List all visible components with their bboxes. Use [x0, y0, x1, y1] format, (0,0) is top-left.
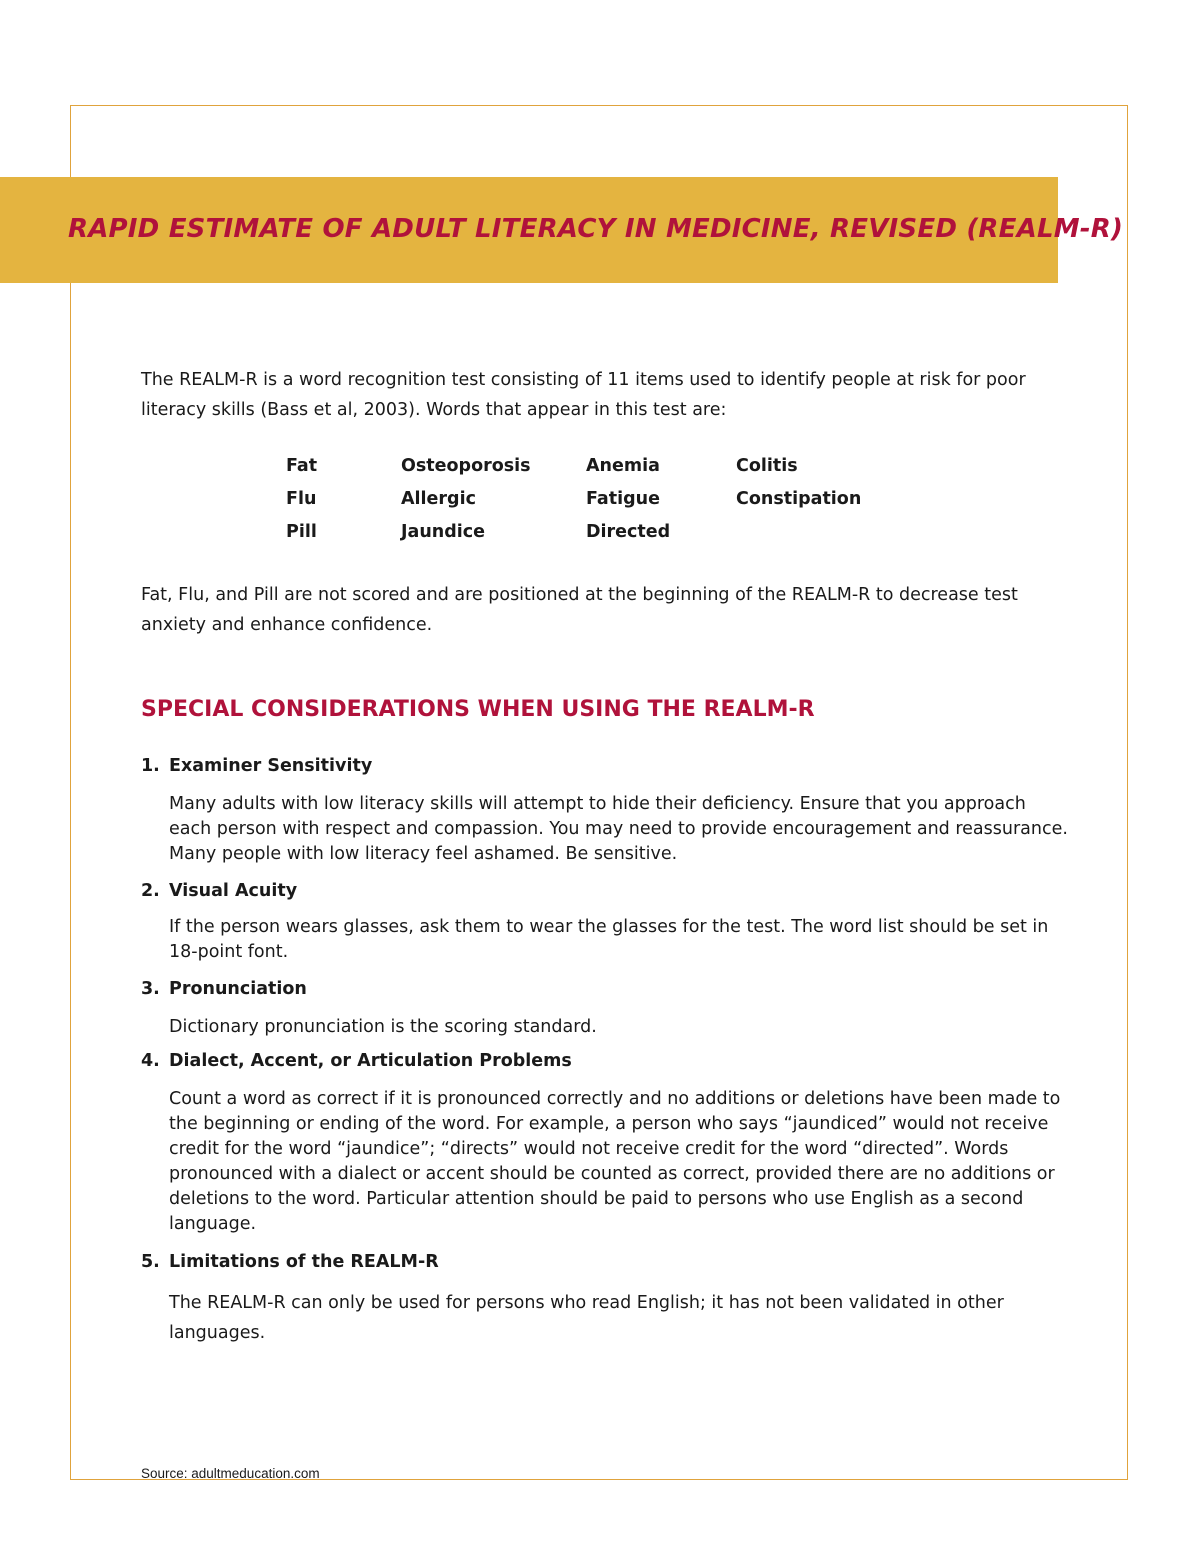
word-cell: Constipation [736, 489, 862, 509]
item-heading-text: Limitations of the REALM-R [169, 1252, 439, 1272]
word-cell [736, 522, 886, 555]
item-heading [141, 1051, 572, 1071]
item-body: The REALM-R can only be used for persons who read English; it has not been validated in other languages. [169, 1293, 1004, 1343]
item-number: 5. [141, 1252, 160, 1272]
item-body: Many adults with low literacy skills will attempt to hide their deficiency. Ensure that you approach each person with respect and compassion. You may need to provide encouragement and reassurance. Many people with low literacy feel ashamed. Be sensitive. [169, 794, 1068, 864]
item-number: 1. [141, 756, 160, 776]
word-list [286, 456, 886, 555]
word-cell: Jaundice [401, 522, 486, 542]
item-heading-text: Visual Acuity [169, 881, 298, 901]
item-heading [141, 979, 307, 999]
item-body: If the person wears glasses, ask them to wear the glasses for the test. The word list should be set in 18-point font. [169, 917, 1049, 962]
word-cell: Directed [586, 522, 671, 542]
word-cell: Anemia [586, 456, 660, 476]
item-number: 3. [141, 979, 160, 999]
word-cell: Flu [286, 489, 317, 509]
item-body: Dictionary pronunciation is the scoring standard. [169, 1017, 597, 1037]
word-cell: Colitis [736, 456, 798, 476]
word-cell: Fatigue [586, 489, 660, 509]
section-heading: SPECIAL CONSIDERATIONS WHEN USING THE REALM-R [141, 697, 815, 722]
word-cell: Allergic [401, 489, 476, 509]
item-number: 4. [141, 1051, 160, 1071]
item-body: Count a word as correct if it is pronounced correctly and no additions or deletions have been made to the beginning or ending of the word. For example, a person who says “jaundiced” would not receive credit for the word “jaundice”; “directs” would not receive credit for the word “directed”. Words pronounced with a dialect or accent should be counted as correct, provided there are no additions or deletions to the word. Particular attention should be paid to persons who use English as a second language. [169, 1089, 1061, 1234]
word-cell: Osteoporosis [401, 456, 531, 476]
item-heading-text: Examiner Sensitivity [169, 756, 373, 776]
intro-paragraph: The REALM-R is a word recognition test consisting of 11 items used to identify people at risk for poor literacy skills (Bass et al, 2003). Words that appear in this test are: [141, 370, 1026, 420]
scoring-note: Fat, Flu, and Pill are not scored and are positioned at the beginning of the REALM-R to decrease test anxiety and enhance confidence. [141, 585, 1018, 635]
item-heading-text: Dialect, Accent, or Articulation Problems [169, 1051, 572, 1071]
item-heading-text: Pronunciation [169, 979, 307, 999]
word-cell: Fat [286, 456, 318, 476]
item-heading [141, 1252, 439, 1272]
item-number: 2. [141, 881, 160, 901]
source-credit: Source: adultmeducation.com [141, 1466, 320, 1481]
word-cell: Pill [286, 522, 317, 542]
item-heading [141, 881, 297, 901]
item-heading [141, 756, 372, 776]
page-title: RAPID ESTIMATE OF ADULT LITERACY IN MEDICINE, REVISED (REALM-R) [68, 214, 1124, 244]
